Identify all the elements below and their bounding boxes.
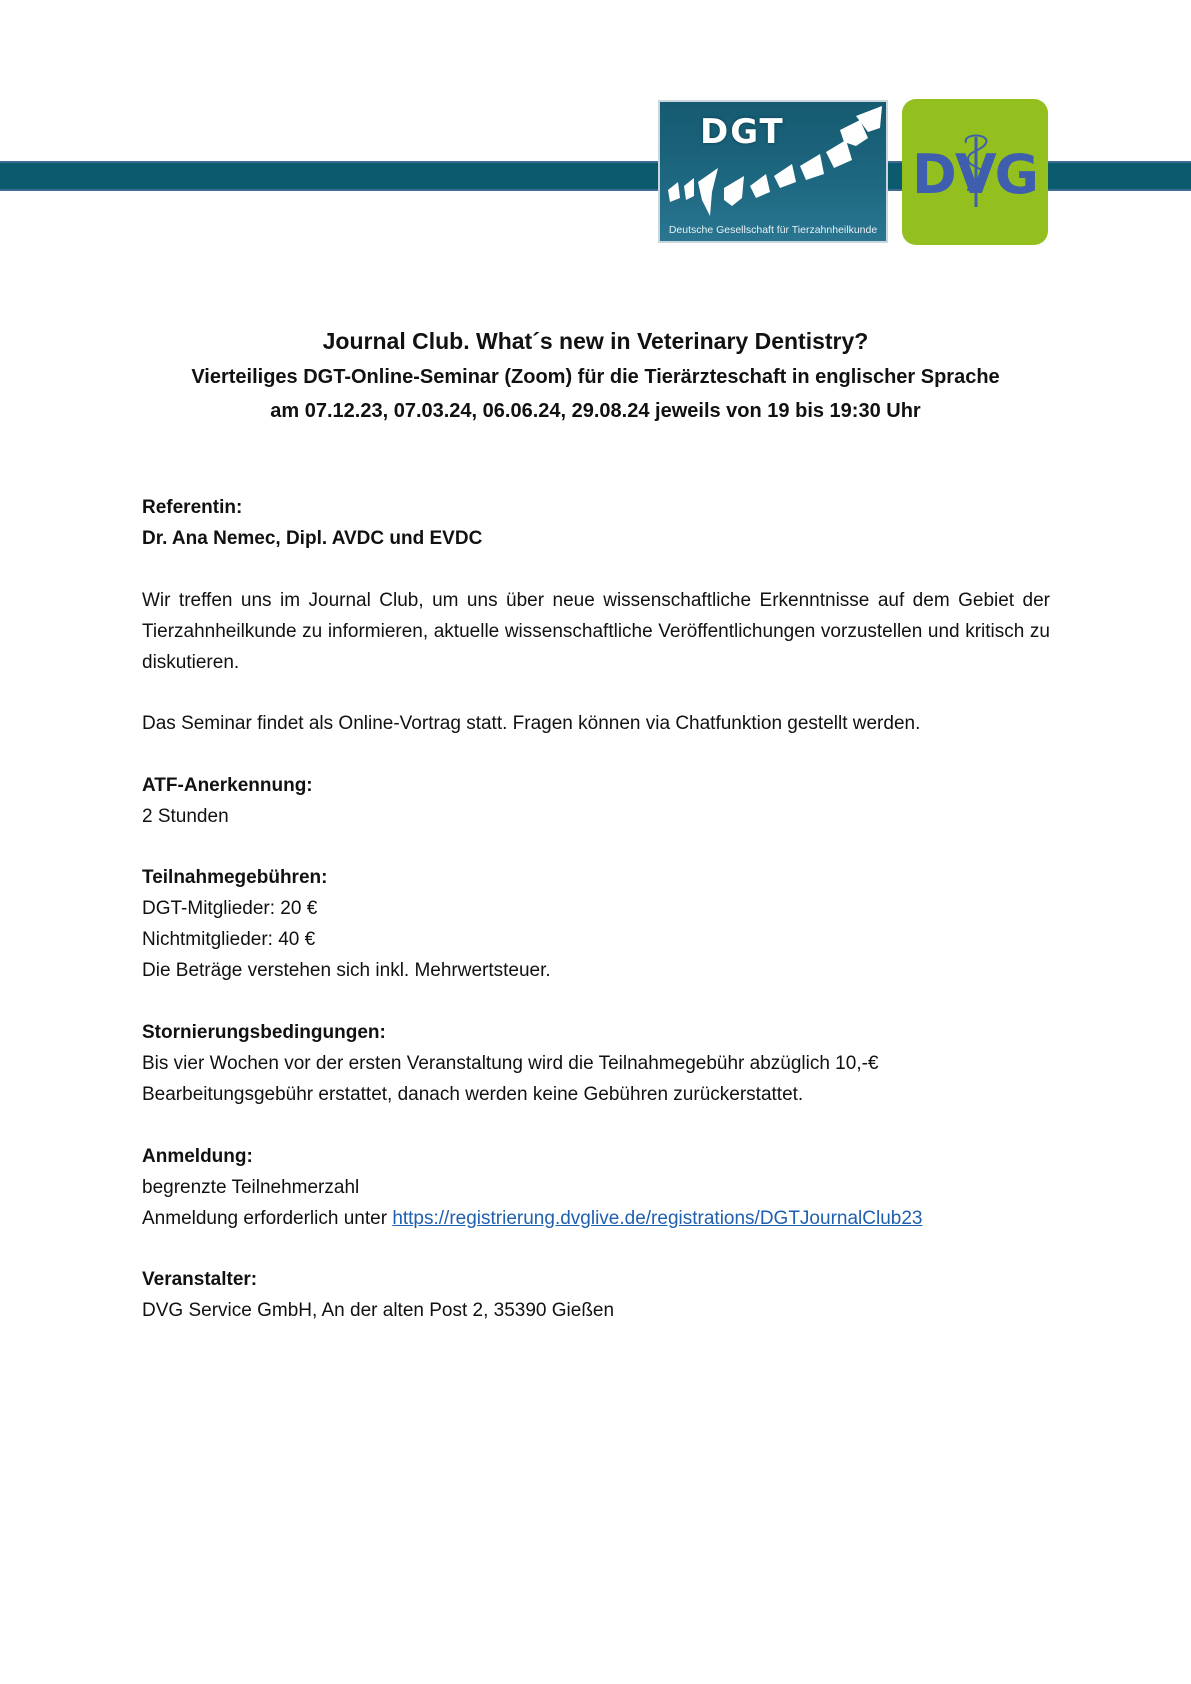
event-dates: am 07.12.23, 07.03.24, 06.06.24, 29.08.24 jeweils von 19 bis 19:30 Uhr bbox=[270, 400, 921, 422]
page-subtitle: Vierteiliges DGT-Online-Seminar (Zoom) für die Tierärzteschaft in englischer Sprache bbox=[191, 366, 1000, 388]
fees-note: Die Beträge verstehen sich inkl. Mehrwertsteuer. bbox=[142, 960, 551, 981]
dgt-logo bbox=[658, 100, 888, 243]
registration-limited: begrenzte Teilnehmerzahl bbox=[142, 1177, 360, 1198]
dgt-logo-subtitle: Deutsche Gesellschaft für Tierzahnheilkunde bbox=[668, 224, 878, 236]
organizer-value: DVG Service GmbH, An der alten Post 2, 35390 Gießen bbox=[142, 1300, 615, 1321]
organizer-label: Veranstalter: bbox=[142, 1269, 258, 1290]
cancellation-line-2: Bearbeitungsgebühr erstattet, danach werden keine Gebühren zurückerstattet. bbox=[142, 1084, 804, 1105]
speaker-label: Referentin: bbox=[142, 497, 243, 518]
cancellation-label: Stornierungsbedingungen: bbox=[142, 1022, 386, 1043]
dgt-logo-title: DGT bbox=[700, 112, 785, 152]
speaker-section bbox=[142, 492, 1050, 554]
registration-link[interactable]: https://registrierung.dvglive.de/registrations/DGTJournalClub23 bbox=[392, 1208, 923, 1229]
organizer-section bbox=[142, 1264, 1050, 1326]
atf-label: ATF-Anerkennung: bbox=[142, 775, 313, 796]
speaker-name: Dr. Ana Nemec, Dipl. AVDC und EVDC bbox=[142, 528, 483, 549]
fees-section bbox=[142, 862, 1050, 986]
fees-label: Teilnahmegebühren: bbox=[142, 867, 328, 888]
caduceus-icon bbox=[902, 99, 1048, 245]
atf-section bbox=[142, 770, 1050, 832]
dvg-logo bbox=[902, 99, 1048, 245]
dvg-logo-title: DVG bbox=[912, 143, 1037, 206]
format-paragraph: Das Seminar findet als Online-Vortrag statt. Fragen können via Chatfunktion gestellt werden. bbox=[142, 713, 921, 734]
fee-non-members: Nichtmitglieder: 40 € bbox=[142, 929, 316, 950]
page-title: Journal Club. What´s new in Veterinary Dentistry? bbox=[322, 328, 869, 354]
cancellation-line-1: Bis vier Wochen vor der ersten Veranstaltung wird die Teilnahmegebühr abzüglich 10,-€ bbox=[142, 1053, 879, 1074]
fee-members: DGT-Mitglieder: 20 € bbox=[142, 898, 318, 919]
teeth-icon bbox=[660, 102, 888, 243]
registration-prefix: Anmeldung erforderlich unter bbox=[142, 1208, 393, 1229]
cancellation-section bbox=[142, 1017, 1050, 1110]
atf-value: 2 Stunden bbox=[142, 806, 229, 827]
registration-label: Anmeldung: bbox=[142, 1146, 253, 1167]
registration-section bbox=[142, 1141, 1050, 1234]
registration-line bbox=[142, 1203, 1050, 1234]
intro-paragraph: Wir treffen uns im Journal Club, um uns über neue wissenschaftliche Erkenntnisse auf dem Gebiet der Tierzahnheilkunde zu informieren, aktuelle wissenschaftliche Veröffentlichungen vorzustellen und kritisch zu diskutieren. bbox=[142, 590, 1050, 673]
